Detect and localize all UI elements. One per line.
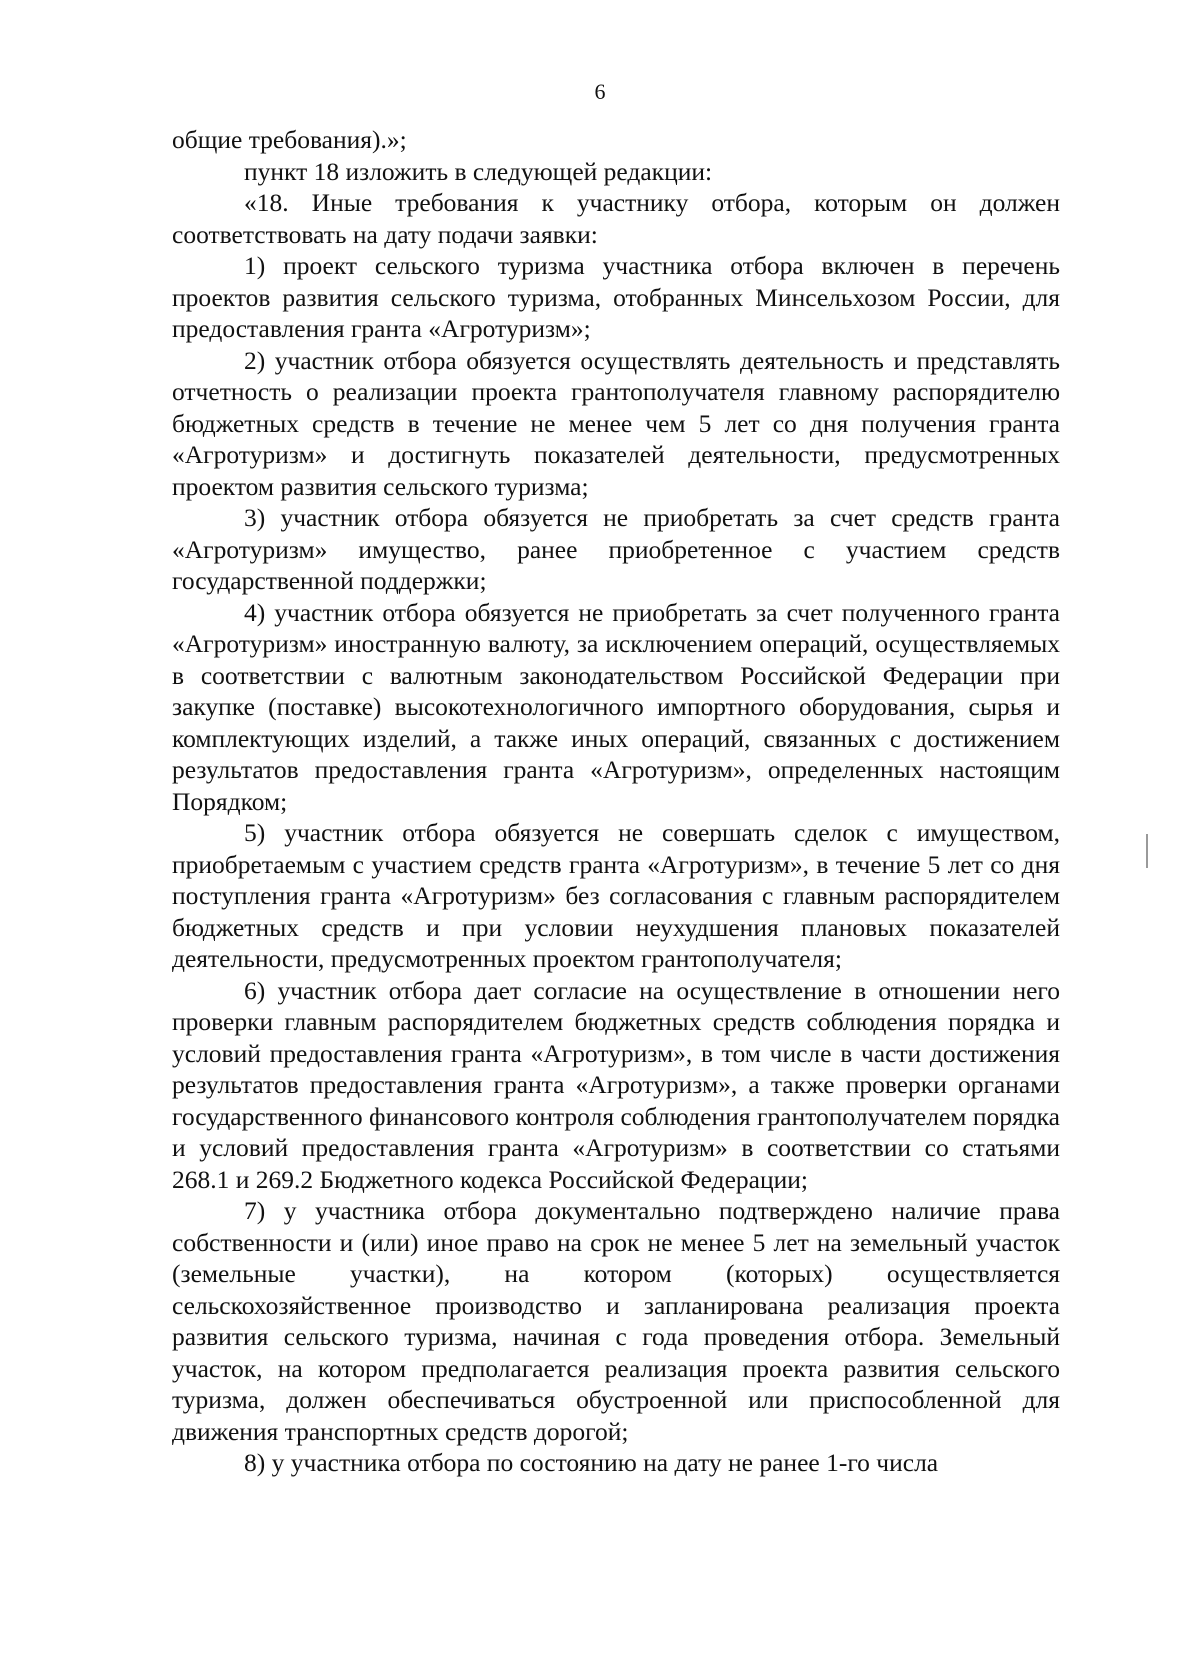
paragraph-item-4: 4) участник отбора обязуется не приобретать за счет полученного гранта «Агротуризм» иностранную валюту, за исключением операций, осуществляемых в соответствии с валютным законодательством Российской Федерации при закупке (поставке) высокотехнологичного импортного оборудования, сырья и комплектующих изделий, а также иных операций, связанных с достижением результатов предоставления гранта «Агротуризм», определенных настоящим Порядком;: [172, 597, 1060, 816]
paragraph-clause-18-instruction: пункт 18 изложить в следующей редакции:: [244, 156, 713, 186]
paragraph-item-1: 1) проект сельского туризма участника отбора включен в перечень проектов развития сельского туризма, отобранных Минсельхозом России, для предоставления гранта «Агротуризм»;: [172, 251, 1060, 343]
paragraph-intro-end: общие требования).»;: [172, 125, 407, 154]
paragraph-item-8: 8) у участника отбора по состоянию на дату не ранее 1-го числа: [244, 1448, 939, 1477]
paragraph-clause-18-heading: «18. Иные требования к участнику отбора, которым он должен соответствовать на дату подачи заявки:: [172, 188, 1060, 249]
document-body: [172, 124, 1060, 1479]
paragraph-item-7: 7) у участника отбора документально подтверждено наличие права собственности и (или) иное право на срок не менее 5 лет на земельный участок (земельные участки), на котором (которых) осуществляется сельскохозяйственное производство и запланирована реализация проекта развития сельского туризма, начиная с года проведения отбора. Земельный участок, на котором предполагается реализация проекта развития сельского туризма, должен обеспечиваться обустроенной или приспособленной для движения транспортных средств дорогой;: [172, 1196, 1060, 1446]
paragraph-item-5: 5) участник отбора обязуется не совершать сделок с имуществом, приобретаемым с участием средств гранта «Агротуризм», в течение 5 лет со дня поступления гранта «Агротуризм» без согласования с главным распорядителем бюджетных средств и при условии неухудшения плановых показателей деятельности, предусмотренных проектом грантополучателя;: [172, 818, 1060, 973]
page-number: 6: [594, 79, 606, 104]
paragraph-item-3: 3) участник отбора обязуется не приобретать за счет средств гранта «Агротуризм» имущество, ранее приобретенное с участием средств государственной поддержки;: [172, 503, 1060, 595]
margin-mark: [1146, 834, 1148, 868]
paragraph-item-6: 6) участник отбора дает согласие на осуществление в отношении него проверки главным распорядителем бюджетных средств соблюдения порядка и условий предоставления гранта «Агротуризм», в том числе в части достижения результатов предоставления гранта «Агротуризм», а также проверки органами государственного финансового контроля соблюдения грантополучателем порядка и условий предоставления гранта «Агротуризм» в соответствии со статьями 268.1 и 269.2 Бюджетного кодекса Российской Федерации;: [172, 975, 1060, 1194]
paragraph-item-2: 2) участник отбора обязуется осуществлять деятельность и представлять отчетность о реализации проекта грантополучателя главному распорядителю бюджетных средств в течение не менее чем 5 лет со дня получения гранта «Агротуризм» и достигнуть показателей деятельности, предусмотренных проектом развития сельского туризма;: [172, 345, 1060, 501]
